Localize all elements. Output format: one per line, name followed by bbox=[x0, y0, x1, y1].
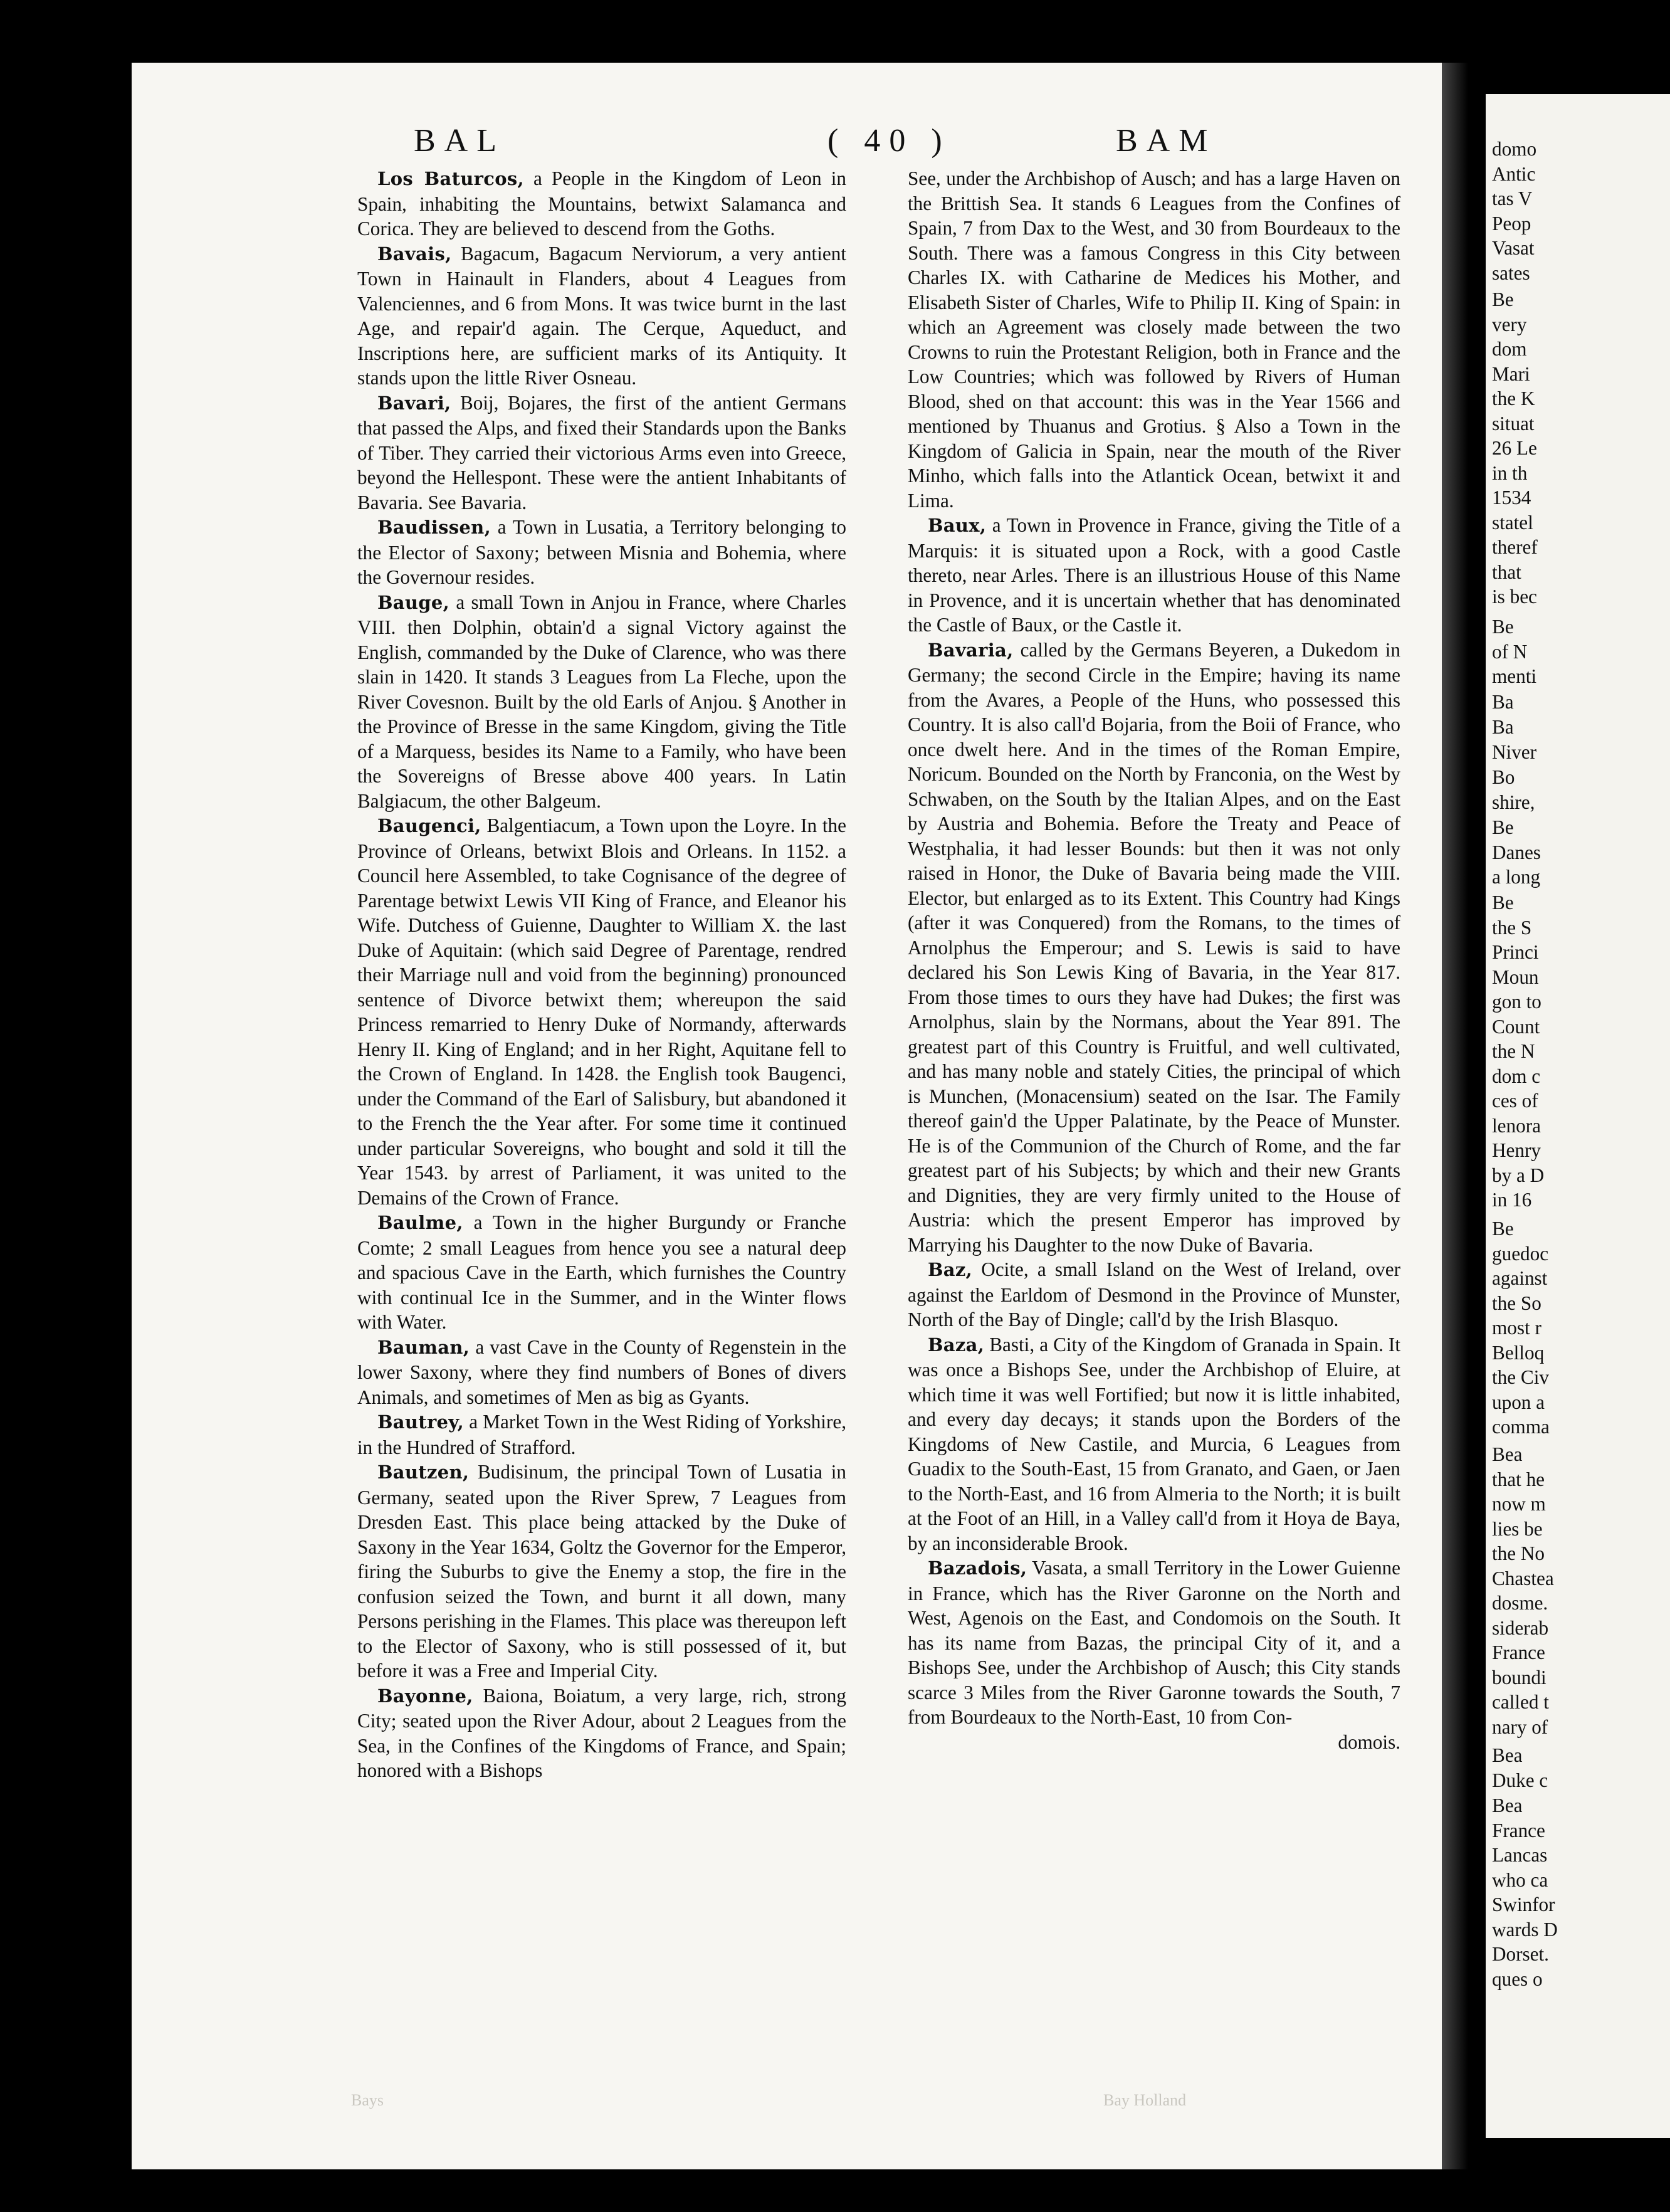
entry-headword: Baza, bbox=[928, 1334, 985, 1356]
dictionary-entry bbox=[357, 1409, 846, 1460]
entry-body: called by the Germans Beyeren, a Dukedom in Germany; the second Circle in the Empire; having its name from the Avares, a People of the Huns, who possessed this Country. It is also call'd Bojaria, from the Boii of France, who once dwelt here. And in the times of the Roman Empire, Noricum. Bounded on the North by Franconia, on the West by Schwaben, on the South by the Italian Alpes, and on the East by Austria and Bohemia. Before the Treaty and Peace of Westphalia, it had lesser Bounds: but then it was not only raised in Honor, the Duke of Bavaria being made the VIII. Elector, but enlarged as to its Extent. This Country had Kings (after it was Conquered) from the Romans, to the times of Arnolphus the Emperour; and S. Lewis is said to have declared his Son Lewis King of Bavaria, in the Year 817. From those times to ours they have had Dukes; the first was Arnolphus, slain by the Normans, about the Year 891. The greatest part of this Country is Fruitful, and well cultivated, and has many noble and stately Cities, the principal of which is Munchen, (Monacensium) seated on the Isar. The Family thereof gain'd the Upper Palatinate, by the Peace of Munster. He is of the Communion of the Church of Rome, and the far greatest part of his Subjects; by which and their new Grants and Dignities, they are very firmly united to the House of Austria: which the present Emperor has improved by Marrying his Daughter to the now Duke of Bavaria. bbox=[908, 638, 1400, 1256]
fragment-line: wards D bbox=[1492, 1918, 1558, 1941]
fragment-line: Danes bbox=[1492, 841, 1541, 863]
bleed-through-text-right: Bay Holland bbox=[1103, 2091, 1187, 2109]
dictionary-entry bbox=[357, 241, 846, 391]
entry-body: Budisinum, the principal Town of Lusatia in Germany, seated upon the River Sprew, 7 Leagues from Dresden East. This place being attacked by the Duke of Saxony in the Year 1634, Goltz the Governor for the Emperor, firing the Suburbs to give the Enemy a stop, the fire in the confusion seized the Town, and burnt it all down, many Persons perishing in the Flames. This place was thereupon left to the Elector of Saxony, who is still possessed of it, but before it was a Free and Imperial City. bbox=[357, 1461, 846, 1682]
fragment-line: ces of bbox=[1492, 1090, 1538, 1112]
fragment-line: now m bbox=[1492, 1493, 1546, 1515]
fragment-line: Chastea bbox=[1492, 1567, 1554, 1589]
fragment-line: Belloq bbox=[1492, 1341, 1545, 1364]
fragment-line: sates bbox=[1492, 261, 1530, 284]
next-page-fragment bbox=[1492, 287, 1670, 609]
fragment-line: guedoc bbox=[1492, 1242, 1549, 1265]
fragment-line: siderab bbox=[1492, 1616, 1549, 1639]
right-column-entries bbox=[908, 513, 1400, 1730]
fragment-line: is bec bbox=[1492, 586, 1537, 608]
entry-headword: Bavais, bbox=[377, 243, 452, 265]
entry-body: Ocite, a small Island on the West of Ireland, over against the Earldom of Desmond in the Province of Munster, North of the Bay of Dingle; call'd by the Irish Blasquo. bbox=[908, 1258, 1400, 1330]
fragment-line: Ba bbox=[1492, 691, 1514, 713]
header-right-key: BAM bbox=[1116, 123, 1217, 159]
entry-body: Bagacum, Bagacum Nerviorum, a very antient Town in Hainault in Flanders, about 4 Leagues from Valenciennes, and 6 from Mons. It was twice burnt in the last Age, and repair'd again. The Cerque, Aqueduct, and Inscriptions here, are sufficient marks of its Antiquity. It stands upon the little River Osneau. bbox=[357, 242, 846, 389]
fragment-line: Mari bbox=[1492, 362, 1530, 385]
entry-body: a Town in the higher Burgundy or Franche Comte; 2 small Leagues from hence you see a natural deep and spacious Cave in the Earth, which furnishes the Country with continual Ice in the Summer, and in the Winter flows with Water. bbox=[357, 1211, 846, 1333]
fragment-line: Be bbox=[1492, 1218, 1514, 1240]
page-fold-shadow bbox=[1442, 63, 1486, 2169]
dictionary-entry bbox=[357, 515, 846, 590]
next-page-fragment bbox=[1492, 765, 1670, 814]
fragment-line: the Civ bbox=[1492, 1366, 1549, 1388]
next-page-fragment bbox=[1492, 1442, 1670, 1739]
next-page-fragment bbox=[1492, 1216, 1670, 1440]
next-page-fragment bbox=[1492, 1793, 1670, 1991]
fragment-line: that he bbox=[1492, 1468, 1545, 1490]
entry-headword: Baugenci, bbox=[377, 815, 481, 836]
fragment-line: ques o bbox=[1492, 1967, 1543, 1990]
entry-headword: Bautrey, bbox=[377, 1411, 465, 1433]
fragment-line: Bea bbox=[1492, 1794, 1523, 1816]
entry-headword: Bayonne, bbox=[377, 1685, 473, 1707]
fragment-line: Lancas bbox=[1492, 1844, 1548, 1866]
continuation-paragraph: See, under the Archbishop of Ausch; and has a large Haven on the Brittish Sea. It stands 6 Leagues from the Confines of Spain, 7 from Dax to the West, and 30 from Bourdeaux to the South. There was a famous Congress in this City between Charles IX. with Catharine de Medices his Mother, and Elisabeth Sister of Charles, Wife to Philip II. King of Spain: in which an Agreement was closely made between the two Crowns to ruin the Protestant Religion, both in France and the Low Countries; which was followed by Rivers of Human Blood, shed on that account: this was in the Year 1566 and mentioned by Thuanus and Grotius. § Also a Town in the Kingdom of Galicia in Spain, near the mouth of the River Minho, which falls into the Atlantick Ocean, betwixt it and Lima. bbox=[908, 167, 1400, 512]
dictionary-entry bbox=[357, 1210, 846, 1335]
fragment-line: the N bbox=[1492, 1040, 1535, 1062]
next-page-fragment bbox=[1492, 137, 1670, 285]
entry-headword: Baux, bbox=[928, 515, 987, 536]
entry-headword: Bavari, bbox=[377, 392, 451, 414]
fragment-line: Antic bbox=[1492, 162, 1536, 185]
fragment-line: Count bbox=[1492, 1015, 1540, 1038]
fragment-line: Bo bbox=[1492, 766, 1515, 788]
fragment-line: France bbox=[1492, 1641, 1545, 1663]
entry-body: Basti, a City of the Kingdom of Granada in Spain. It was once a Bishops See, under the Archbishop of Eluire, at which time it was well Fortified; but now it is little inhabited, and every day decays; it stands upon the Borders of the Kingdoms of New Castile, and Murcia, 6 Leagues from Guadix to the South-East, 15 from Granato, and Gaen, or Jaen to the North-East, and 16 from Almeria to the North; it is built at the Foot of an Hill, in a Valley call'd from it Hoya de Baya, by an inconsiderable Brook. bbox=[908, 1333, 1400, 1554]
fragment-line: 1534 bbox=[1492, 487, 1531, 508]
entry-headword: Bauge, bbox=[377, 591, 450, 613]
dictionary-entry bbox=[357, 166, 846, 241]
fragment-line: theref bbox=[1492, 536, 1538, 558]
next-page-fragment bbox=[1492, 614, 1670, 689]
next-page-fragment bbox=[1492, 690, 1670, 715]
entry-body: a Town in Lusatia, a Territory belonging to the Elector of Saxony; between Misnia and Bohemia, where the Governour resides. bbox=[357, 516, 846, 588]
fragment-line: by a D bbox=[1492, 1164, 1545, 1186]
next-page-fragment bbox=[1492, 815, 1670, 890]
dictionary-entry bbox=[357, 1683, 846, 1783]
fragment-line: 26 Le bbox=[1492, 437, 1537, 459]
fragment-line: Dorset. bbox=[1492, 1943, 1549, 1965]
fragment-line: against bbox=[1492, 1267, 1548, 1289]
entry-headword: Bavaria, bbox=[928, 639, 1014, 661]
fragment-line: nary of bbox=[1492, 1715, 1548, 1738]
fragment-line: Be bbox=[1492, 892, 1514, 914]
fragment-line: boundi bbox=[1492, 1666, 1547, 1688]
fragment-line: Ba bbox=[1492, 716, 1514, 738]
fragment-line: who ca bbox=[1492, 1868, 1548, 1891]
page-number: ( 40 ) bbox=[827, 123, 951, 159]
entry-body: a small Town in Anjou in France, where Charles VIII. then Dolphin, obtain'd a signal Victory against the English, commanded by the Duke of Clarence, who was there slain in 1420. It stands 3 Leagues from La Fleche, upon the River Covesnon. Built by the old Earls of Anjou. § Another in the Province of Bresse in the same Kingdom, giving the Title of a Marquess, besides its Name to a Family, who have been the Sovereigns of Bresse above 400 years. In Latin Balgiacum, the other Balgeum. bbox=[357, 591, 846, 812]
next-page-fragment bbox=[1492, 1743, 1670, 1793]
column-tail-word: domois. bbox=[1338, 1730, 1400, 1753]
entry-body: Boij, Bojares, the first of the antient Germans that passed the Alps, and fixed their Standards upon the Banks of Tiber. They carried their victorious Arms even into Greece, beyond the Hellespont. These were the antient Inhabitants of Bavaria. See Bavaria. bbox=[357, 391, 846, 514]
entry-headword: Baz, bbox=[928, 1259, 973, 1280]
entry-headword: Baulme, bbox=[377, 1212, 463, 1233]
entry-headword: Baudissen, bbox=[377, 517, 491, 538]
fragment-line: Princi bbox=[1492, 941, 1539, 963]
fragment-line: Peop bbox=[1492, 212, 1531, 234]
dictionary-entry bbox=[908, 1332, 1400, 1556]
fragment-line: comma bbox=[1492, 1416, 1550, 1438]
entry-body: Balgentiacum, a Town upon the Loyre. In the Province of Orleans, betwixt Blois and Orleans. In 1152. a Council here Assembled, to take Cognisance of the degree of Parentage betwixt Lewis VII King of France, and Eleanor his Wife. Dutchess of Guienne, Daughter to William X. the last Duke of Aquitain: (which said Degree of Parentage, rendred their Marriage null and void from the beginning) pronounced sentence of Divorce betwixt them; whereupon the said Princess remarried to Henry Duke of Normandy, afterwards Henry II. King of England; and in her Right, Aquitane fell to the Crown of England. In 1428. the English took Baugenci, under the Command of the Earl of Salisbury, but abandoned it to the French the the Year after. For some time it continued under particular Sovereigns, who bought and sold it till the Year 1543. by arrest of Parliament, it was united to the Demains of the Crown of France. bbox=[357, 814, 846, 1209]
fragment-line: domo bbox=[1492, 138, 1537, 160]
fragment-line: Swinfor bbox=[1492, 1893, 1555, 1915]
dictionary-entry bbox=[357, 813, 846, 1210]
entry-body: Baiona, Boiatum, a very large, rich, strong City; seated upon the River Adour, about 2 Leagues from the Sea, in the Confines of the Kingdoms of France, and Spain; honored with a Bishops bbox=[357, 1684, 846, 1781]
fragment-line: the No bbox=[1492, 1542, 1545, 1564]
header-left-key: BAL bbox=[414, 123, 505, 159]
fragment-line: Bea bbox=[1492, 1744, 1523, 1766]
fragment-line: of N bbox=[1492, 640, 1528, 663]
fragment-line: lenora bbox=[1492, 1114, 1541, 1137]
entry-body: a People in the Kingdom of Leon in Spain, inhabiting the Mountains, betwixt Salamanca and Corica. They are believed to descend from the Goths. bbox=[357, 167, 846, 240]
fragment-line: dom c bbox=[1492, 1065, 1541, 1087]
next-page-fragment bbox=[1492, 890, 1670, 1213]
fragment-line: situat bbox=[1492, 412, 1535, 434]
fragment-line: gon to bbox=[1492, 991, 1541, 1013]
fragment-line: upon a bbox=[1492, 1391, 1545, 1413]
fragment-line: dosme. bbox=[1492, 1592, 1548, 1614]
entry-headword: Bauman, bbox=[377, 1336, 470, 1358]
fragment-line: in th bbox=[1492, 461, 1528, 484]
fragment-line: Be bbox=[1492, 816, 1514, 838]
fragment-line: Henry bbox=[1492, 1139, 1541, 1161]
dictionary-entry bbox=[908, 1257, 1400, 1332]
fragment-line: tas V bbox=[1492, 187, 1533, 209]
fragment-line: Bea bbox=[1492, 1443, 1523, 1465]
entry-body: Vasata, a small Territory in the Lower Guienne in France, which has the River Garonne on the North and West, Agenois on the East, and Condomois on the South. It has its name from Bazas, the principal City of it, and a Bishops See, under the Archbishop of Ausch; this City stands scarce 3 Miles from the River Garonne towards the South, 7 from Bourdeaux to the North-East, 10 from Con- bbox=[908, 1557, 1400, 1728]
fragment-line: lies be bbox=[1492, 1517, 1543, 1540]
entry-body: a vast Cave in the County of Regenstein in the lower Saxony, where they find numbers of Bones of divers Animals, and sometimes of Men as big as Gyants. bbox=[357, 1335, 846, 1408]
fragment-line: in 16 bbox=[1492, 1189, 1532, 1211]
dictionary-entry bbox=[908, 513, 1400, 638]
entry-body: a Market Town in the West Riding of Yorkshire, in the Hundred of Strafford. bbox=[357, 1411, 846, 1458]
fragment-line: menti bbox=[1492, 665, 1537, 687]
fragment-line: Niver bbox=[1492, 740, 1537, 763]
fragment-line: most r bbox=[1492, 1317, 1541, 1339]
fragment-line: that bbox=[1492, 561, 1521, 583]
dictionary-entry bbox=[357, 1460, 846, 1683]
fragment-line: Be bbox=[1492, 616, 1514, 638]
next-page-fragment bbox=[1492, 715, 1670, 764]
entry-headword: Bautzen, bbox=[377, 1462, 470, 1483]
fragment-line: Vasat bbox=[1492, 237, 1535, 259]
entry-headword: Los Baturcos, bbox=[377, 168, 524, 189]
dictionary-entry bbox=[357, 1335, 846, 1410]
fragment-line: the So bbox=[1492, 1292, 1541, 1314]
fragment-line: statel bbox=[1492, 511, 1533, 534]
dictionary-entry bbox=[357, 590, 846, 814]
entry-body: a Town in Provence in France, giving the Title of a Marquis: it is situated upon a Rock, with a good Castle thereto, near Arles. There is an illustrious House of this Name in Provence, and it is uncertain whether that has denominated the Castle of Baux, or the Castle it. bbox=[908, 514, 1400, 636]
fragment-line: a long bbox=[1492, 866, 1541, 888]
dictionary-entry bbox=[357, 391, 846, 515]
fragment-line: shire, bbox=[1492, 791, 1535, 813]
fragment-line: very bbox=[1492, 313, 1527, 335]
running-header bbox=[0, 122, 1670, 166]
fragment-line: called t bbox=[1492, 1691, 1549, 1713]
right-column bbox=[908, 166, 1400, 1754]
fragment-line: dom bbox=[1492, 338, 1527, 360]
fragment-line: Duke c bbox=[1492, 1769, 1548, 1791]
dictionary-entry bbox=[908, 638, 1400, 1258]
fragment-line: Be bbox=[1492, 288, 1514, 310]
left-column bbox=[357, 166, 846, 1783]
bleed-through-text-left: Bays bbox=[351, 2091, 384, 2109]
entry-headword: Bazadois, bbox=[928, 1557, 1027, 1579]
dictionary-entry bbox=[908, 1556, 1400, 1730]
fragment-line: Moun bbox=[1492, 966, 1539, 988]
fragment-line: the S bbox=[1492, 916, 1532, 939]
fragment-line: France bbox=[1492, 1819, 1545, 1841]
fragment-line: the K bbox=[1492, 387, 1535, 409]
